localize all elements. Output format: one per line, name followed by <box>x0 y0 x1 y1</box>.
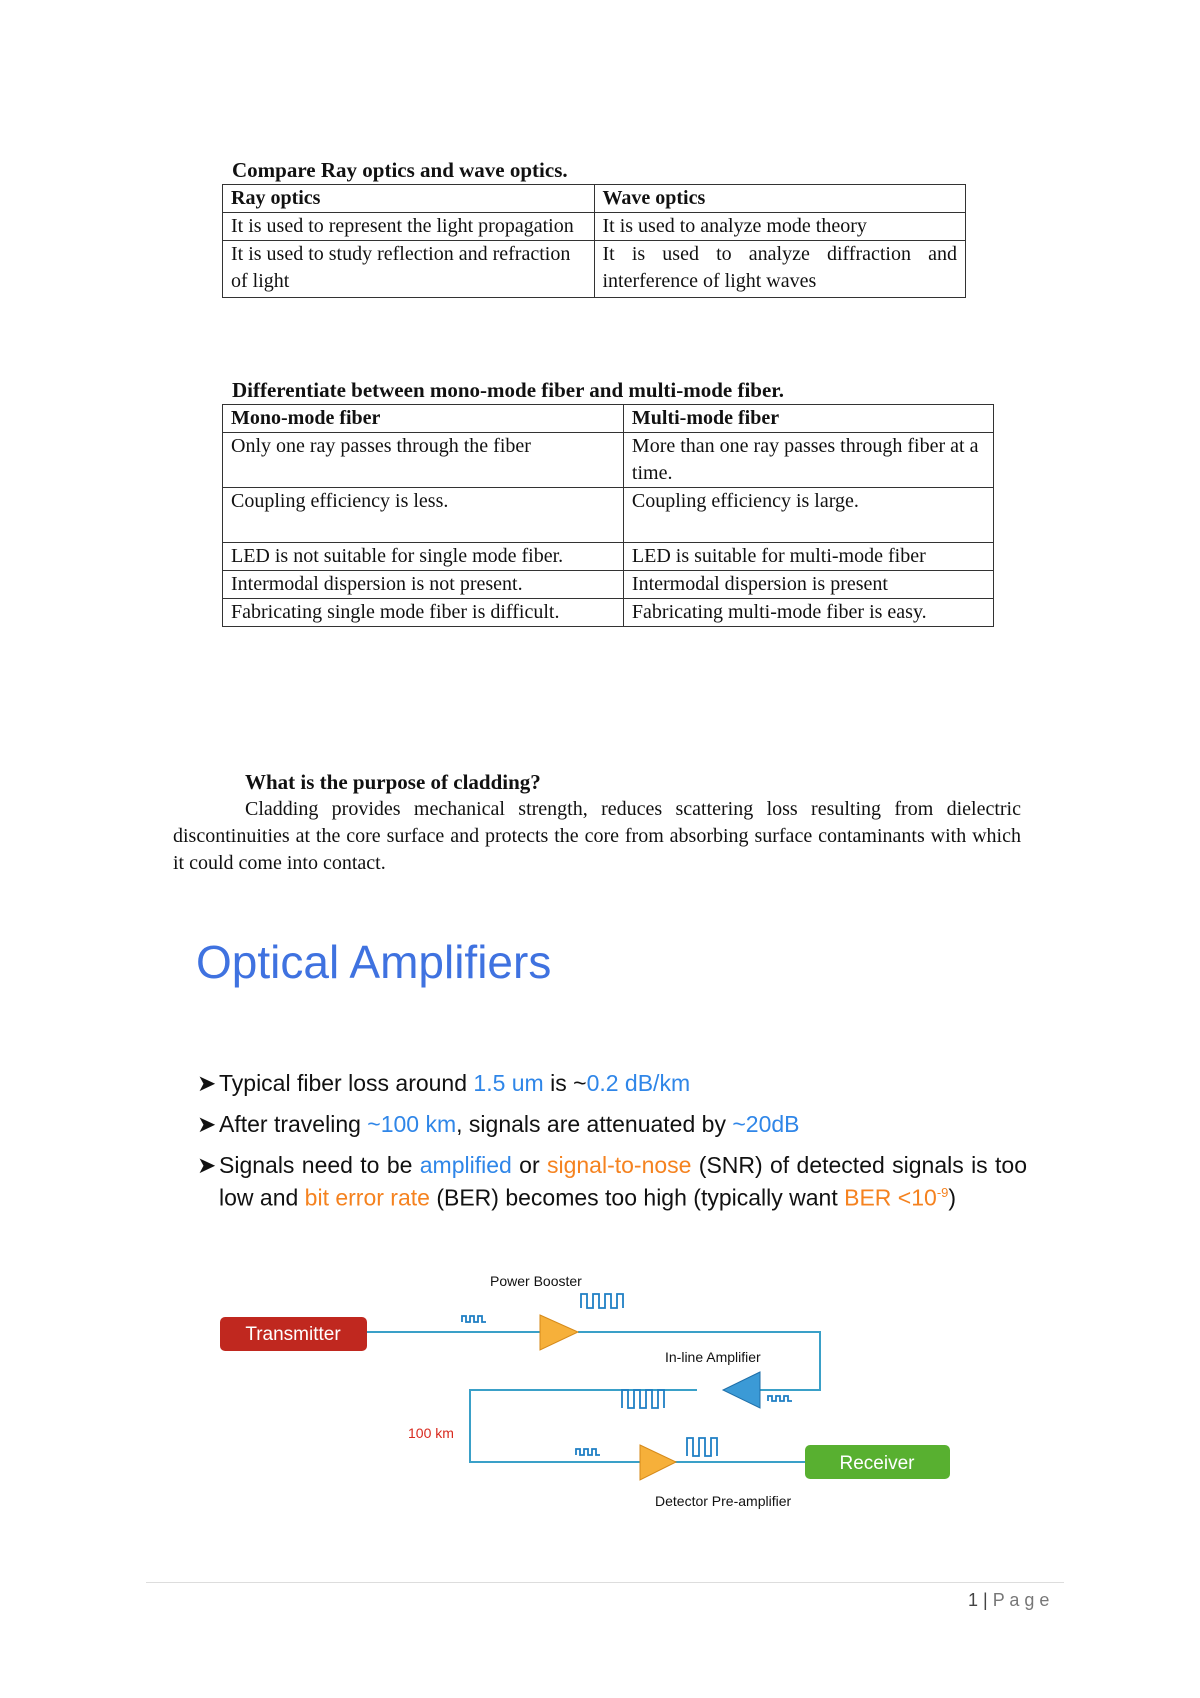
bullet-text: Signals need to be <box>219 1152 420 1178</box>
table-cell: Coupling efficiency is large. <box>623 488 993 543</box>
highlight-amplified: amplified <box>419 1152 512 1178</box>
bullet-attenuation <box>197 1111 1027 1138</box>
bullet-text: is ~ <box>543 1070 587 1096</box>
table-header-row <box>223 405 994 433</box>
header-ray-optics: Ray optics <box>223 185 595 213</box>
table-cell: It is used to study reflection and refraction of light <box>223 241 595 298</box>
bullet-text: After traveling <box>219 1111 368 1137</box>
table-header-row <box>223 185 966 213</box>
footer-divider <box>146 1582 1064 1583</box>
arrow-bullet-icon: ➤ <box>197 1070 217 1096</box>
table-cell: Intermodal dispersion is not present. <box>223 571 624 599</box>
amplifier-chain-diagram <box>200 1260 990 1520</box>
svg-text:Transmitter: Transmitter <box>245 1324 341 1345</box>
power-booster-amplifier-icon <box>540 1315 578 1350</box>
transmitter-box <box>220 1317 367 1351</box>
bullet-fiber-loss <box>197 1070 1027 1097</box>
pre-amplifier-icon <box>640 1445 676 1480</box>
highlight-distance: ~100 km <box>367 1111 457 1137</box>
highlight-attenuation: ~20dB <box>732 1111 800 1137</box>
receiver-box <box>805 1445 950 1479</box>
table-ray-wave <box>222 184 966 298</box>
table-cell: It is used to represent the light propagation <box>223 213 595 241</box>
table-cell: Fabricating multi-mode fiber is easy. <box>623 599 993 627</box>
bullet-text: (SNR) of detected signals is too low and <box>219 1152 1027 1211</box>
highlight-loss: 0.2 dB/km <box>586 1070 691 1096</box>
label-distance: 100 km <box>408 1425 454 1441</box>
table-row <box>223 433 994 488</box>
heading-ray-wave: Compare Ray optics and wave optics. <box>232 158 568 182</box>
bullet-text: (BER) becomes too high (typically want <box>429 1184 845 1211</box>
cladding-answer: Cladding provides mechanical strength, reduces scattering loss resulting from dielectric discontinuities at the core surface and protects the core from absorbing surface contaminants with which it could come into contact. <box>173 798 1021 874</box>
table-cell: LED is suitable for multi-mode fiber <box>623 543 993 571</box>
bullet-text: , signals are attenuated by <box>456 1111 733 1137</box>
table-cell: Only one ray passes through the fiber <box>223 433 624 488</box>
bullet-text: or <box>511 1152 547 1178</box>
page-footer <box>968 1590 1049 1611</box>
highlight-exponent: -9 <box>936 1185 949 1200</box>
table-cell: LED is not suitable for single mode fiber. <box>223 543 624 571</box>
inline-amplifier-icon <box>723 1372 760 1408</box>
header-wave-optics: Wave optics <box>594 185 966 213</box>
table-row <box>223 599 994 627</box>
arrow-bullet-icon: ➤ <box>197 1152 217 1178</box>
bullet-text: ) <box>948 1184 957 1211</box>
page-label: P a g e <box>992 1590 1050 1610</box>
label-inline-amplifier: In-line Amplifier <box>665 1349 761 1365</box>
table-cell: More than one ray passes through fiber at a time. <box>623 433 993 488</box>
table-cell: It is used to analyze diffraction and interference of light waves <box>594 241 966 298</box>
heading-mono-multi: Differentiate between mono-mode fiber and multi-mode fiber. <box>232 378 784 402</box>
highlight-wavelength: 1.5 um <box>473 1070 544 1096</box>
pulse-icon <box>462 1294 792 1456</box>
table-row <box>223 488 994 543</box>
header-mono-mode: Mono-mode fiber <box>223 405 624 433</box>
highlight-ber-threshold: BER <10 <box>844 1184 937 1211</box>
slide-title: Optical Amplifiers <box>196 936 552 988</box>
bullet-body <box>219 1152 1027 1212</box>
table-cell: Fabricating single mode fiber is difficult. <box>223 599 624 627</box>
footer-separator: | <box>978 1590 993 1610</box>
table-row <box>223 213 966 241</box>
table-row <box>223 571 994 599</box>
table-cell: Intermodal dispersion is present <box>623 571 993 599</box>
page-number: 1 <box>968 1590 979 1610</box>
label-power-booster: Power Booster <box>490 1273 582 1289</box>
heading-cladding: What is the purpose of cladding? <box>245 770 541 794</box>
bullet-text: Typical fiber loss around <box>219 1070 474 1096</box>
label-detector-preamplifier: Detector Pre-amplifier <box>655 1493 792 1509</box>
table-mono-multi <box>222 404 994 627</box>
table-cell: Coupling efficiency is less. <box>223 488 624 543</box>
highlight-snr: signal-to-nose <box>546 1152 692 1178</box>
table-cell: It is used to analyze mode theory <box>594 213 966 241</box>
arrow-bullet-icon: ➤ <box>197 1111 217 1137</box>
header-multi-mode: Multi-mode fiber <box>623 405 993 433</box>
bullet-amplification <box>197 1152 1027 1212</box>
table-row <box>223 241 966 298</box>
table-row <box>223 543 994 571</box>
svg-text:Receiver: Receiver <box>839 1453 915 1474</box>
highlight-ber: bit error rate <box>304 1184 430 1211</box>
